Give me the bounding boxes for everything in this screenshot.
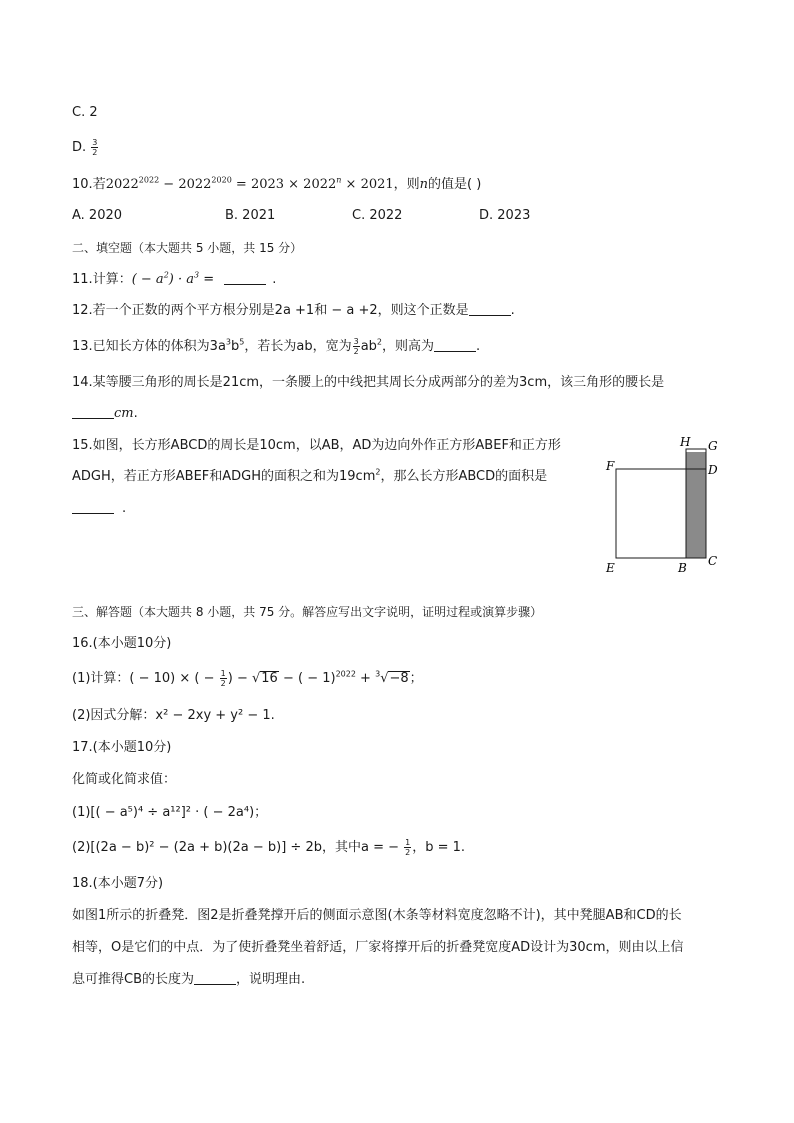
- label-e: E: [606, 561, 615, 575]
- section-2-heading: 二、填空题（本大题共 5 小题，共 15 分）: [72, 241, 303, 255]
- answer-blank: [224, 270, 266, 285]
- question-17-heading: 17.(本小题10分): [72, 740, 172, 755]
- question-10: 10.若$2022^{2022} - 2022^{2020} = 2023 \times 2022^n \times 2021$，则n的值是( ): [72, 175, 482, 192]
- q10-option-d: D. 2023: [479, 208, 531, 223]
- question-11: 11.计算：( − $a^2) \cdot a^3$ = .: [72, 270, 277, 287]
- q9-option-d: D. $\frac{3}{2}$: [72, 138, 98, 157]
- answer-blank: [72, 404, 114, 419]
- fraction: $\frac{1}{2}$: [405, 838, 411, 857]
- q10-option-a: A. 2020: [72, 208, 123, 223]
- label-d: D: [708, 463, 718, 477]
- question-13: 13.已知长方体的体积为$3a^3b^5$，若长为ab，宽为 $\frac{3}{2}$ $ab^2$，则高为 .: [72, 337, 481, 356]
- question-15-line-1: 15.如图，长方形ABCD的周长是10cm，以AB，AD为边向外作正方形ABEF和正方形: [72, 438, 561, 453]
- q10-option-c: C. 2022: [352, 208, 403, 223]
- question-16-heading: 16.(本小题10分): [72, 636, 172, 651]
- label-g: G: [708, 439, 718, 453]
- question-15-line-2: ADGH，若正方形ABEF和ADGH的面积之和为$19cm^2$，那么长方形ABCD的面积是: [72, 467, 548, 484]
- fraction: $\frac{3}{2}$: [353, 337, 359, 356]
- rectangle-abcd: [686, 452, 706, 558]
- q10-option-b: B. 2021: [225, 208, 276, 223]
- answer-blank: [72, 499, 114, 514]
- answer-blank: [194, 970, 236, 985]
- question-12: 12.若一个正数的两个平方根分别是2a +1和 − a +2，则这个正数是 .: [72, 303, 515, 318]
- question-15-line-3: .: [72, 499, 126, 519]
- question-17-part-1: (1)[( − a⁵)⁴ ÷ a¹²]² · ( − 2a⁴)；: [72, 805, 268, 820]
- label-h: H: [680, 435, 691, 449]
- label-f: F: [606, 459, 615, 473]
- question-18-heading: 18.(本小题7分): [72, 876, 164, 891]
- question-18-line-1: 如图1所示的折叠凳．图2是折叠凳撑开后的侧面示意图(木条等材料宽度忽略不计)，其中凳腿AB和CD的长: [72, 908, 682, 923]
- section-3-heading: 三、解答题（本大题共 8 小题，共 75 分。解答应写出文字说明，证明过程或演算步骤）: [72, 605, 543, 619]
- square-abef: [616, 469, 686, 558]
- label-b: B: [678, 561, 687, 575]
- question-16-part-1: (1)计算：( − 10) × ( − $\frac{1}{2}$ ) − √16 − ( − 1)$^{2022}$ + $^3$√−8；: [72, 669, 423, 688]
- fraction: $\frac{3}{2}$: [92, 138, 98, 157]
- question-18-line-2: 相等，O是它们的中点．为了使折叠凳坐着舒适，厂家将撑开后的折叠凳宽度AD设计为30cm，则由以上信: [72, 940, 684, 955]
- question-18-line-3: 息可推得CB的长度为 ，说明理由.: [72, 972, 306, 987]
- fraction: $\frac{1}{2}$: [220, 669, 226, 688]
- answer-blank: [434, 337, 476, 352]
- q9-option-c: C. 2: [72, 105, 98, 120]
- question-17-part-2: (2)[(2a − b)² − (2a + b)(2a − b)] ÷ 2b，其中a = − $\frac{1}{2}$ ，b = 1.: [72, 838, 466, 857]
- question-14-line-2: cm.: [72, 404, 138, 424]
- question-14-line-1: 14.某等腰三角形的周长是21cm，一条腰上的中线把其周长分成两部分的差为3cm，该三角形的腰长是: [72, 375, 665, 390]
- question-16-part-2: (2)因式分解：x² − 2xy + y² − 1.: [72, 708, 275, 723]
- answer-blank: [469, 301, 511, 316]
- label-c: C: [708, 554, 718, 568]
- q15-geometry-figure: [604, 432, 724, 577]
- question-17-intro: 化简或化简求值：: [72, 772, 177, 787]
